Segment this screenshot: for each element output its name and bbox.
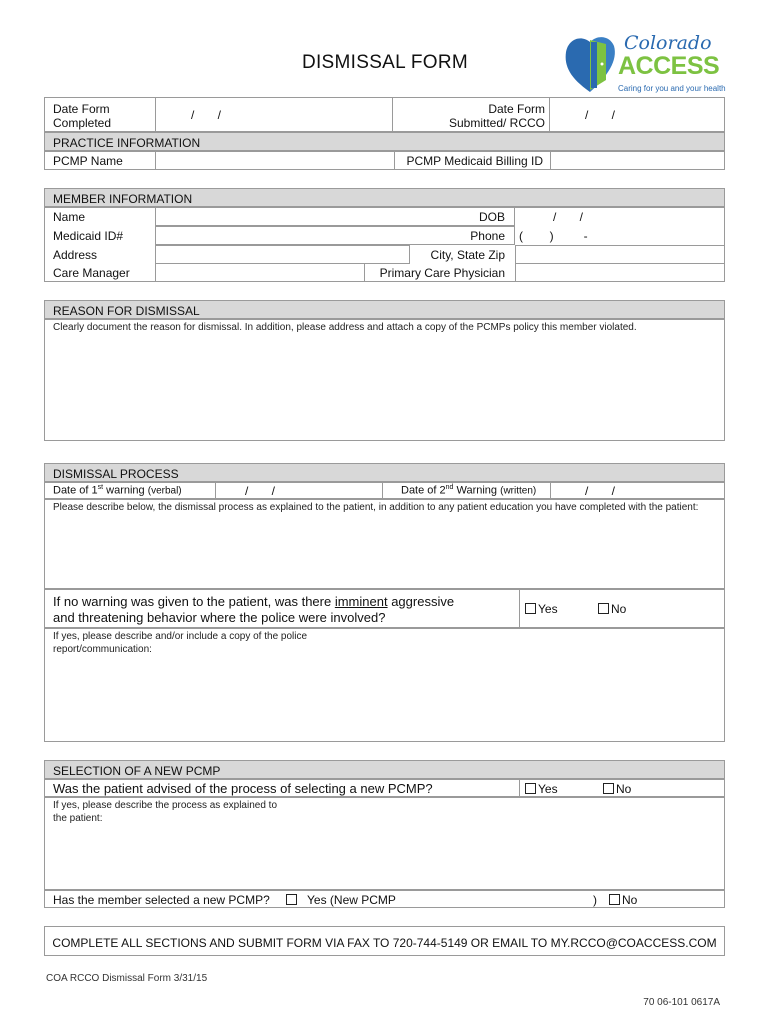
city-state-zip-field[interactable]: [515, 245, 725, 264]
date-submitted-label-2: Submitted/ RCCO: [448, 116, 545, 130]
dob-label: DOB: [478, 210, 505, 224]
practice-row: [44, 151, 725, 170]
if-yes-selection-2: the patient:: [53, 813, 103, 824]
imminent-question-line1: If no warning was given to the patient, was there imminent aggressive: [53, 594, 455, 609]
billing-id-field[interactable]: [550, 151, 725, 170]
date-completed-label-2: Completed: [53, 116, 112, 130]
phone-label: Phone: [470, 229, 505, 243]
form-title: DISMISSAL FORM: [301, 52, 469, 73]
medicaid-id-label: Medicaid ID#: [53, 229, 124, 243]
date-submitted-label-1: Date Form: [488, 102, 545, 116]
care-manager-label: Care Manager: [53, 266, 130, 280]
selection-textarea[interactable]: [44, 797, 725, 890]
advised-row: [44, 779, 725, 797]
footer-code: 70 06-101 0617A: [643, 997, 720, 1008]
warning-dates-row: [44, 482, 725, 499]
logo-line1: Colorado: [624, 32, 712, 54]
logo-tagline: Caring for you and your health: [618, 84, 726, 93]
checkbox-icon[interactable]: [598, 603, 609, 614]
imminent-question-line2: and threatening behavior where the police were involved?: [53, 610, 386, 625]
pcmp-name-field[interactable]: [155, 151, 395, 170]
city-state-zip-label: City, State Zip: [430, 248, 505, 262]
imminent-no-option[interactable]: No: [598, 602, 626, 616]
second-warning-field[interactable]: [550, 482, 725, 499]
logo-line2: ACCESS: [618, 52, 720, 80]
pcp-field[interactable]: [515, 263, 725, 282]
selected-no-option[interactable]: No: [609, 893, 637, 907]
submission-instructions: COMPLETE ALL SECTIONS AND SUBMIT FORM VIA FAX TO 720-744-5149 OR EMAIL TO MY.RCCO@COACCESS.COM: [44, 926, 725, 956]
reason-instruction: Clearly document the reason for dismissal. In addition, please address and attach a copy of the PCMPs policy this member violated.: [53, 322, 637, 333]
if-yes-police-1: If yes, please describe and/or include a copy of the police: [53, 631, 308, 642]
care-manager-field[interactable]: [155, 263, 365, 282]
process-header: DISMISSAL PROCESS: [44, 463, 725, 482]
phone-field[interactable]: ( ) -: [519, 229, 588, 243]
billing-id-label: PCMP Medicaid Billing ID: [406, 154, 543, 168]
second-warning-label: Date of 2nd Warning (written): [401, 484, 537, 497]
second-warning-slashes: / /: [585, 484, 616, 498]
name-label: Name: [53, 210, 86, 224]
if-yes-selection-1: If yes, please describe the process as explained to: [53, 800, 278, 811]
new-pcmp-field[interactable]: [414, 895, 589, 905]
first-warning-label: Date of 1st warning (verbal): [53, 484, 182, 497]
date-completed-label-1: Date Form: [53, 102, 110, 116]
reason-header: REASON FOR DISMISSAL: [44, 300, 725, 319]
process-textarea[interactable]: [44, 499, 725, 589]
practice-header: PRACTICE INFORMATION: [44, 132, 725, 151]
police-textarea[interactable]: [44, 628, 725, 742]
selected-row: [44, 890, 725, 908]
footer-form-id: COA RCCO Dismissal Form 3/31/15: [46, 973, 208, 984]
advised-no-option[interactable]: No: [603, 782, 631, 796]
colorado-access-logo: [560, 30, 730, 100]
reason-textarea[interactable]: [44, 319, 725, 441]
member-block: [44, 207, 725, 282]
dob-field[interactable]: / /: [553, 210, 584, 224]
checkbox-icon[interactable]: [286, 894, 297, 905]
first-warning-field[interactable]: [215, 482, 383, 499]
selected-question: Has the member selected a new PCMP?: [53, 893, 270, 907]
process-describe: Please describe below, the dismissal process as explained to the patient, in addition to any patient education you have completed with the patient:: [53, 502, 699, 513]
date-submitted-field[interactable]: / /: [585, 108, 616, 122]
pcp-label: Primary Care Physician: [379, 266, 505, 280]
first-warning-slashes: / /: [245, 484, 276, 498]
address-label: Address: [53, 248, 98, 262]
selection-header: SELECTION OF A NEW PCMP: [44, 760, 725, 779]
if-yes-police-2: report/communication:: [53, 644, 152, 655]
imminent-question-row: [44, 589, 725, 628]
date-completed-field[interactable]: / /: [191, 108, 222, 122]
checkbox-icon[interactable]: [603, 783, 614, 794]
close-paren: ): [593, 893, 597, 907]
advised-question: Was the patient advised of the process of selecting a new PCMP?: [53, 781, 433, 796]
advised-yes-option[interactable]: Yes: [525, 782, 558, 796]
checkbox-icon[interactable]: [609, 894, 620, 905]
address-field[interactable]: [155, 245, 410, 264]
imminent-yes-option[interactable]: Yes: [525, 602, 558, 616]
pcmp-name-label: PCMP Name: [53, 154, 123, 168]
member-header: MEMBER INFORMATION: [44, 188, 725, 207]
checkbox-icon[interactable]: [525, 783, 536, 794]
selected-yes-label: Yes (New PCMP: [307, 893, 396, 907]
checkbox-icon[interactable]: [525, 603, 536, 614]
date-row: [44, 97, 725, 132]
